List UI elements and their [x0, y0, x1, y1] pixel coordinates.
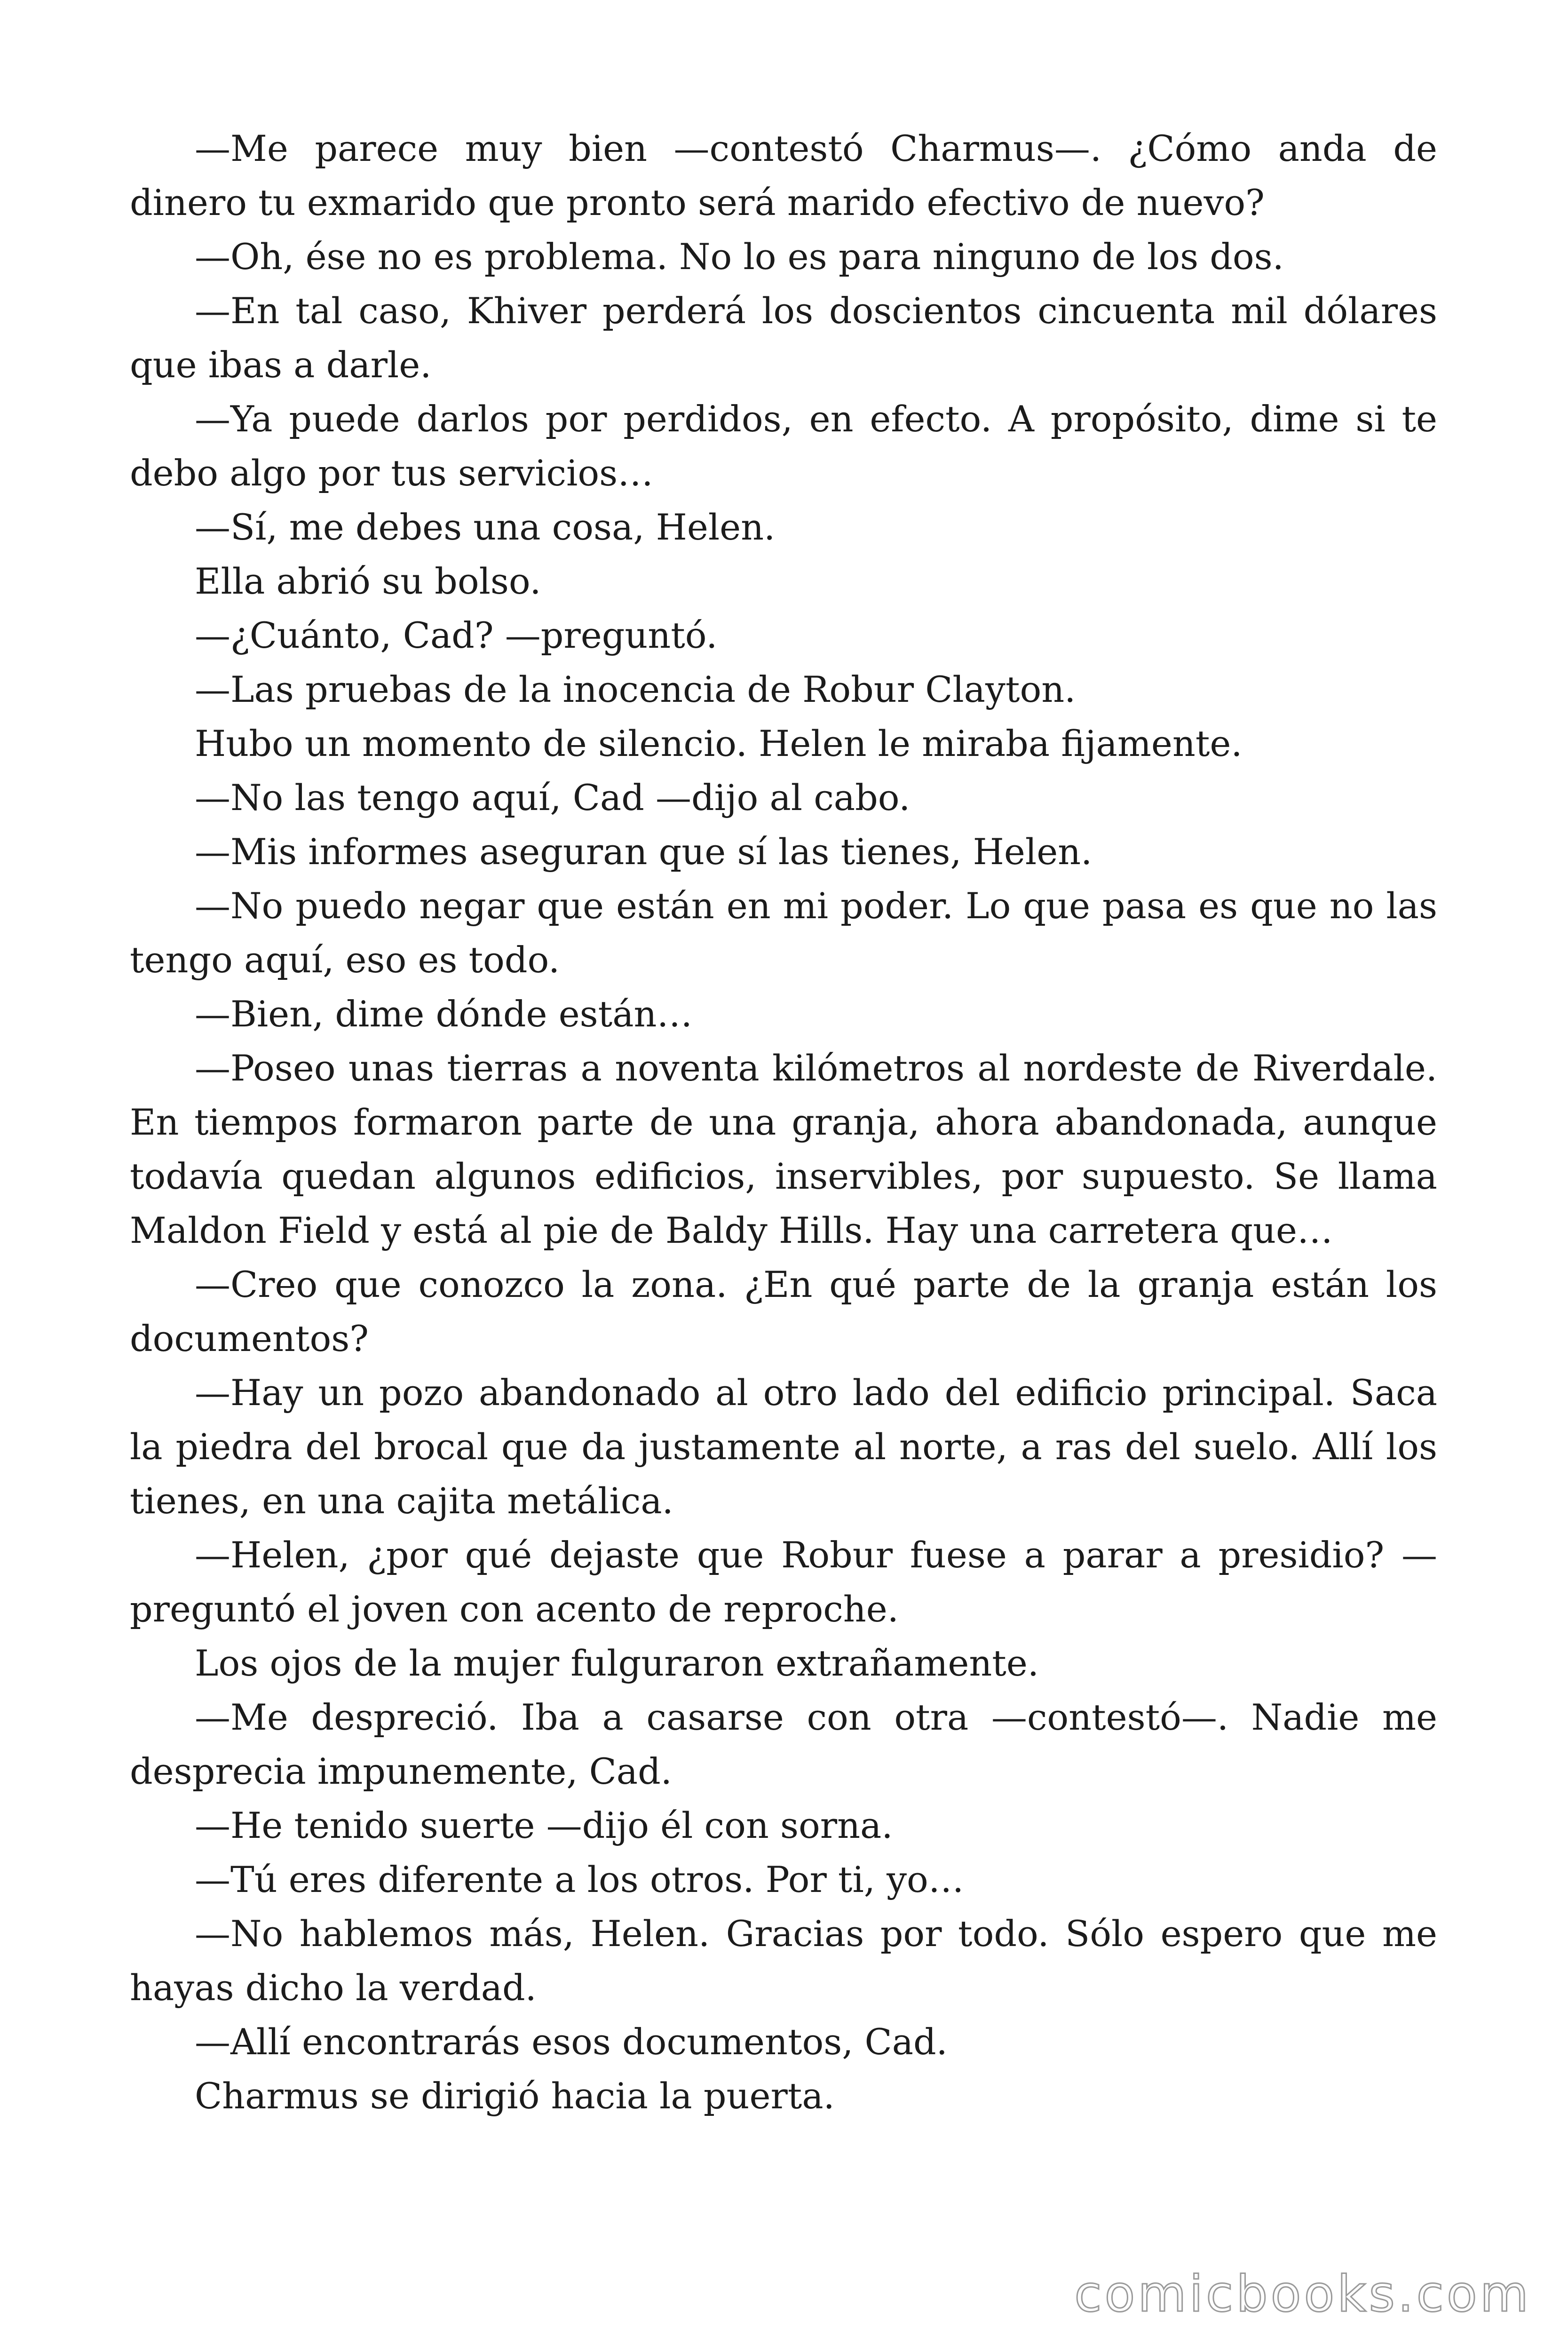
paragraph: Los ojos de la mujer fulguraron extrañamente. [195, 1642, 1039, 1684]
paragraph: —He tenido suerte —dijo él con sorna. [195, 1804, 893, 1846]
paragraph: —Las pruebas de la inocencia de Robur Clayton. [195, 668, 1076, 710]
paragraph: —Ya puede darlos por perdidos, en efecto. A propósito, dime si te debo algo por tus servicios… [130, 398, 1437, 494]
paragraph: —Me parece muy bien —contestó Charmus—. ¿Cómo anda de dinero tu exmarido que pronto será marido efectivo de nuevo? [130, 127, 1437, 223]
paragraph: —Sí, me debes una cosa, Helen. [195, 506, 776, 548]
paragraph: —Hay un pozo abandonado al otro lado del edificio principal. Saca la piedra del brocal que da justamente al norte, a ras del suelo. Allí los tienes, en una cajita metálica. [130, 1372, 1437, 1522]
paragraph: —Mis informes aseguran que sí las tienes, Helen. [195, 831, 1093, 873]
paragraph: Ella abrió su bolso. [195, 560, 541, 602]
paragraph: —Helen, ¿por qué dejaste que Robur fuese a parar a presidio? —preguntó el joven con acento de reproche. [130, 1534, 1437, 1630]
paragraph: —En tal caso, Khiver perderá los doscientos cincuenta mil dólares que ibas a darle. [130, 290, 1437, 386]
paragraph: —No hablemos más, Helen. Gracias por todo. Sólo espero que me hayas dicho la verdad. [130, 1913, 1437, 2009]
watermark: comicbooks.com [1074, 2265, 1531, 2323]
paragraph: —Allí encontrarás esos documentos, Cad. [195, 2021, 948, 2063]
paragraph: —Creo que conozco la zona. ¿En qué parte de la granja están los documentos? [130, 1263, 1437, 1359]
paragraph: Charmus se dirigió hacia la puerta. [195, 2075, 835, 2117]
paragraph: —Bien, dime dónde están… [195, 993, 693, 1035]
page-text [130, 121, 1437, 2123]
paragraph: —Tú eres diferente a los otros. Por ti, yo… [195, 1859, 964, 1900]
paragraph: —Poseo unas tierras a noventa kilómetros al nordeste de Riverdale. En tiempos formaron parte de una granja, ahora abandonada, aunque todavía quedan algunos edificios, inservibles, por supuesto. Se llama Maldon Field y está al pie de Baldy Hills. Hay una carretera que… [130, 1047, 1437, 1251]
paragraph: —No las tengo aquí, Cad —dijo al cabo. [195, 777, 911, 818]
paragraph: Hubo un momento de silencio. Helen le miraba fijamente. [195, 723, 1243, 764]
paragraph: —Oh, ése no es problema. No lo es para ninguno de los dos. [195, 236, 1284, 278]
paragraph: —¿Cuánto, Cad? —preguntó. [195, 614, 718, 656]
paragraph: —Me despreció. Iba a casarse con otra —contestó—. Nadie me desprecia impunemente, Cad. [130, 1696, 1437, 1792]
paragraph: —No puedo negar que están en mi poder. Lo que pasa es que no las tengo aquí, eso es todo. [130, 885, 1437, 981]
